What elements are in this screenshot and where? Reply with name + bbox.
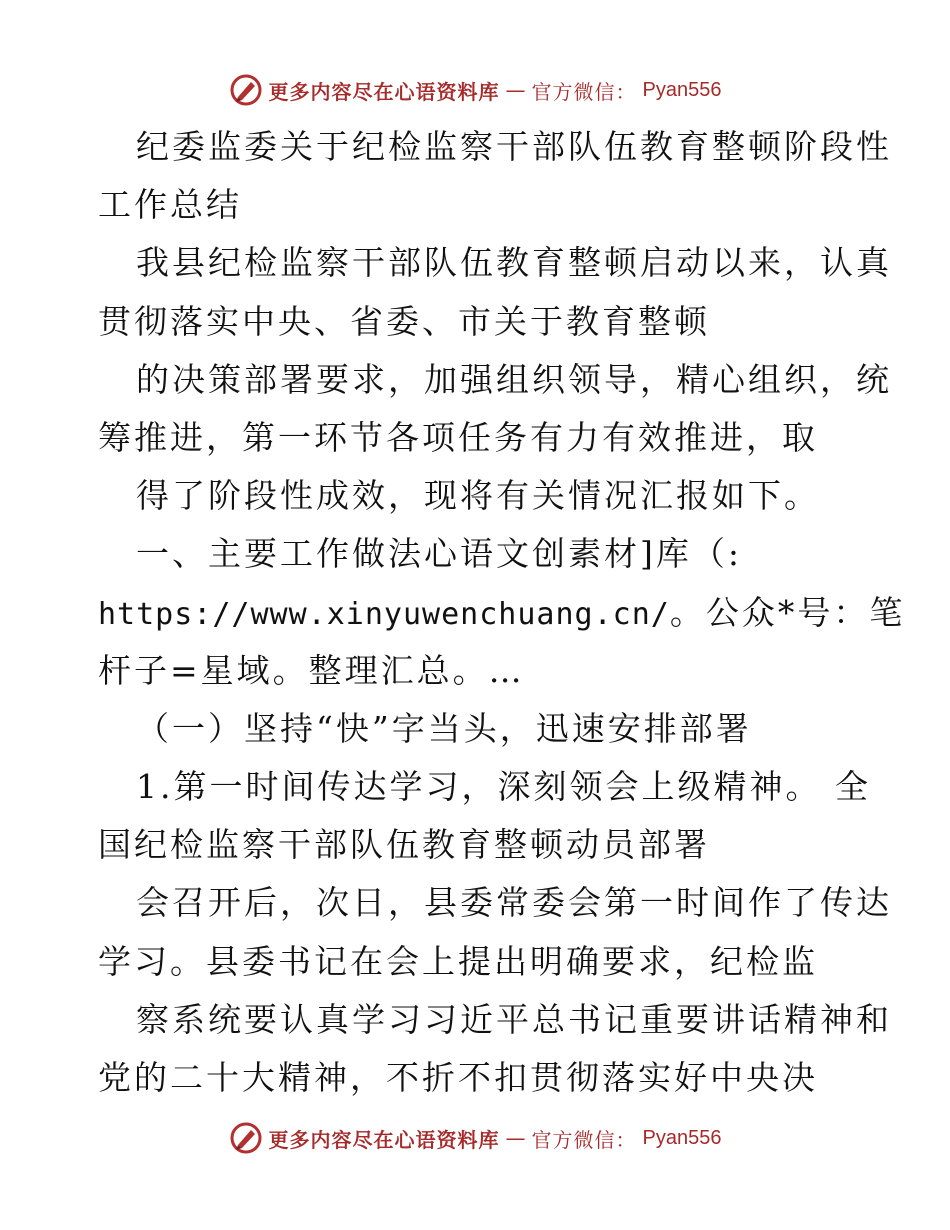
paragraph-line: 察系统要认真学习习近平总书记重要讲话精神和 — [136, 999, 892, 1039]
subsection-heading: （一）坚持“快”字当头，迅速安排部署 — [136, 708, 752, 748]
paragraph-line: 1.第一时间传达学习，深刻领会上级精神。 全 — [136, 767, 871, 807]
watermark-dash: — — [505, 1126, 526, 1150]
paragraph-line: 会召开后，次日，县委常委会第一时间作了传达 — [136, 883, 892, 923]
source-url-link[interactable]: https://www.xinyuwenchuang.cn/ — [98, 596, 670, 632]
title-line-2: 工作总结 — [98, 185, 242, 225]
paragraph-line: 的决策部署要求，加强组织领导，精心组织，统 — [136, 359, 892, 399]
title-line-1: 纪委监委关于纪检监察干部队伍教育整顿阶段性 — [136, 127, 892, 166]
document-body — [98, 118, 906, 1107]
paragraph-line: 党的二十大精神，不折不扣贯彻落实好中央决 — [98, 1058, 818, 1097]
section-heading: 一、主要工作做法心语文创素材]库（: — [136, 534, 742, 574]
pen-logo-icon — [229, 73, 263, 107]
url-line — [98, 584, 906, 642]
watermark-main-text: 更多内容尽在心语资料库 — [268, 79, 500, 104]
paragraph-line: 杆子=星域。整理汇总。… — [98, 650, 525, 690]
paragraph-line: 国纪检监察干部队伍教育整顿动员部署 — [98, 825, 710, 865]
paragraph-line: 贯彻落实中央、省委、市关于教育整顿 — [98, 301, 710, 341]
pen-logo-icon — [229, 1121, 263, 1155]
watermark-dash: — — [505, 78, 526, 102]
paragraph-line: 得了阶段性成效，现将有关情况汇报如下。 — [136, 476, 820, 516]
watermark-wechat-id: Pyan556 — [642, 1126, 722, 1149]
paragraph-line: 筹推进，第一环节各项任务有力有效推进，取 — [98, 417, 818, 457]
paragraph-line: 我县纪检监察干部队伍教育整顿启动以来，认真 — [136, 243, 892, 283]
watermark-wechat-label: 官方微信： — [531, 1127, 637, 1152]
paragraph-line: 学习。县委书记在会上提出明确要求，纪检监 — [98, 941, 818, 981]
watermark-banner-top — [0, 70, 950, 110]
watermark-main-text: 更多内容尽在心语资料库 — [268, 1127, 500, 1152]
url-line-suffix: 。公众*号：笔 — [669, 592, 906, 632]
watermark-wechat-label: 官方微信： — [531, 79, 637, 104]
watermark-wechat-id: Pyan556 — [642, 78, 722, 101]
watermark-banner-bottom — [0, 1118, 950, 1158]
